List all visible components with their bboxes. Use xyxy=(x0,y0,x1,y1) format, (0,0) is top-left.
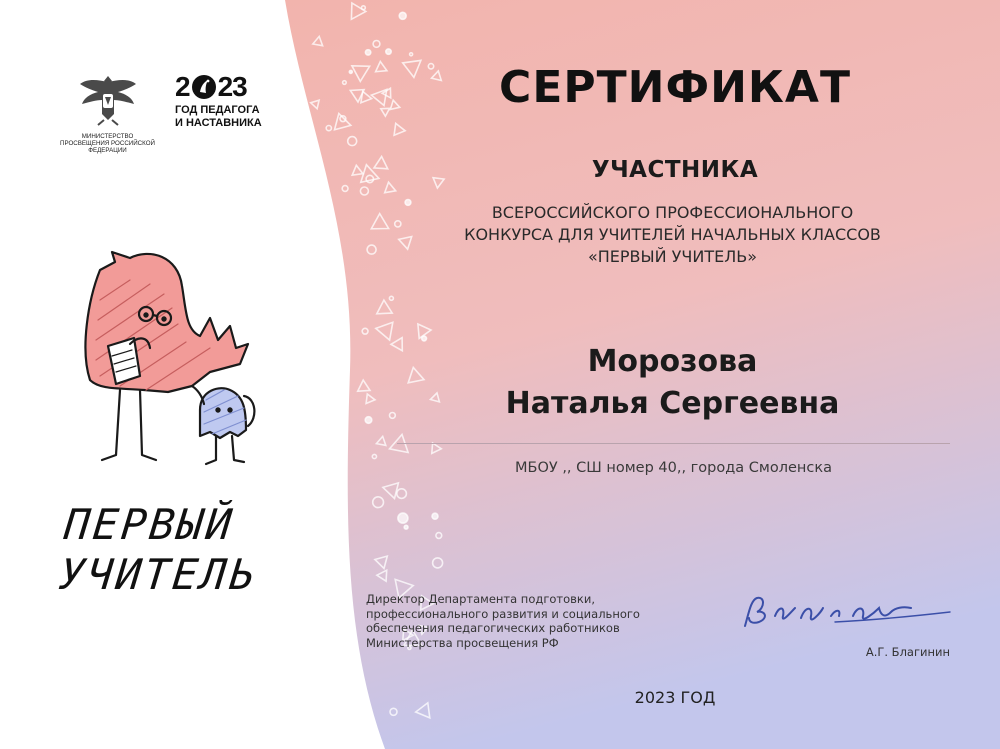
confetti-shape xyxy=(365,417,372,424)
teacher-pupil-illustration xyxy=(60,240,290,485)
year-logo-digits xyxy=(175,72,265,102)
signature xyxy=(735,582,965,642)
brand-wordmark xyxy=(57,500,288,600)
name-divider xyxy=(397,443,950,444)
year-logo-caption-line: ГОД ПЕДАГОГА xyxy=(175,104,260,116)
recipient-surname: Морозова xyxy=(587,344,758,379)
contest-line: ВСЕРОССИЙСКОГО ПРОФЕССИОНАЛЬНОГО xyxy=(491,203,854,222)
pupil-figure xyxy=(200,388,246,438)
year-of-teacher-logo xyxy=(175,72,265,130)
confetti-shape xyxy=(398,513,408,523)
year-logo-caption-line: И НАСТАВНИКА xyxy=(175,117,262,129)
recipient-given-names: Наталья Сергеевна xyxy=(505,386,840,421)
confetti-shape xyxy=(365,50,370,55)
confetti-shape xyxy=(386,49,391,54)
signer-position xyxy=(366,592,686,650)
position-line: Министерства просвещения РФ xyxy=(366,635,559,650)
year-digit: 2 xyxy=(217,71,233,102)
eagle-emblem-icon xyxy=(78,70,138,126)
ministry-logo xyxy=(60,70,155,154)
contest-line: КОНКУРСА ДЛЯ УЧИТЕЛЕЙ НАЧАЛЬНЫХ КЛАССОВ xyxy=(464,225,881,244)
certificate-year: 2023 ГОД xyxy=(634,688,716,707)
teacher-figure xyxy=(85,252,248,392)
year-digit: 3 xyxy=(232,71,247,102)
ministry-caption: МИНИСТЕРСТВО ПРОСВЕЩЕНИЯ РОССИЙСКОЙ ФЕДЕРАЦИИ xyxy=(60,133,155,154)
confetti-shape xyxy=(349,70,352,73)
confetti-shape xyxy=(404,525,408,529)
signer-name: А.Г. Благинин xyxy=(865,645,950,659)
school-name: МБОУ ,, СШ номер 40,, города Смоленска xyxy=(515,460,832,476)
recipient-name xyxy=(400,341,945,425)
brand-line: ПЕРВЫЙ xyxy=(62,500,237,549)
position-line: обеспечения педагогических работников xyxy=(366,621,620,635)
year-logo-caption xyxy=(175,104,265,130)
contest-description xyxy=(400,202,945,268)
confetti-shape xyxy=(399,12,406,19)
position-line: профессионального развития и социального xyxy=(366,606,640,621)
contest-line: «ПЕРВЫЙ УЧИТЕЛЬ» xyxy=(587,247,758,266)
brand-line: УЧИТЕЛЬ xyxy=(56,550,261,599)
position-line: Директор Департамента подготовки, xyxy=(366,592,595,606)
certificate-title: СЕРТИФИКАТ xyxy=(499,62,851,113)
certificate-subtitle: УЧАСТНИКА xyxy=(591,157,759,183)
crane-circle-icon xyxy=(191,74,217,100)
confetti-shape xyxy=(432,513,438,519)
year-digit: 2 xyxy=(175,71,190,102)
